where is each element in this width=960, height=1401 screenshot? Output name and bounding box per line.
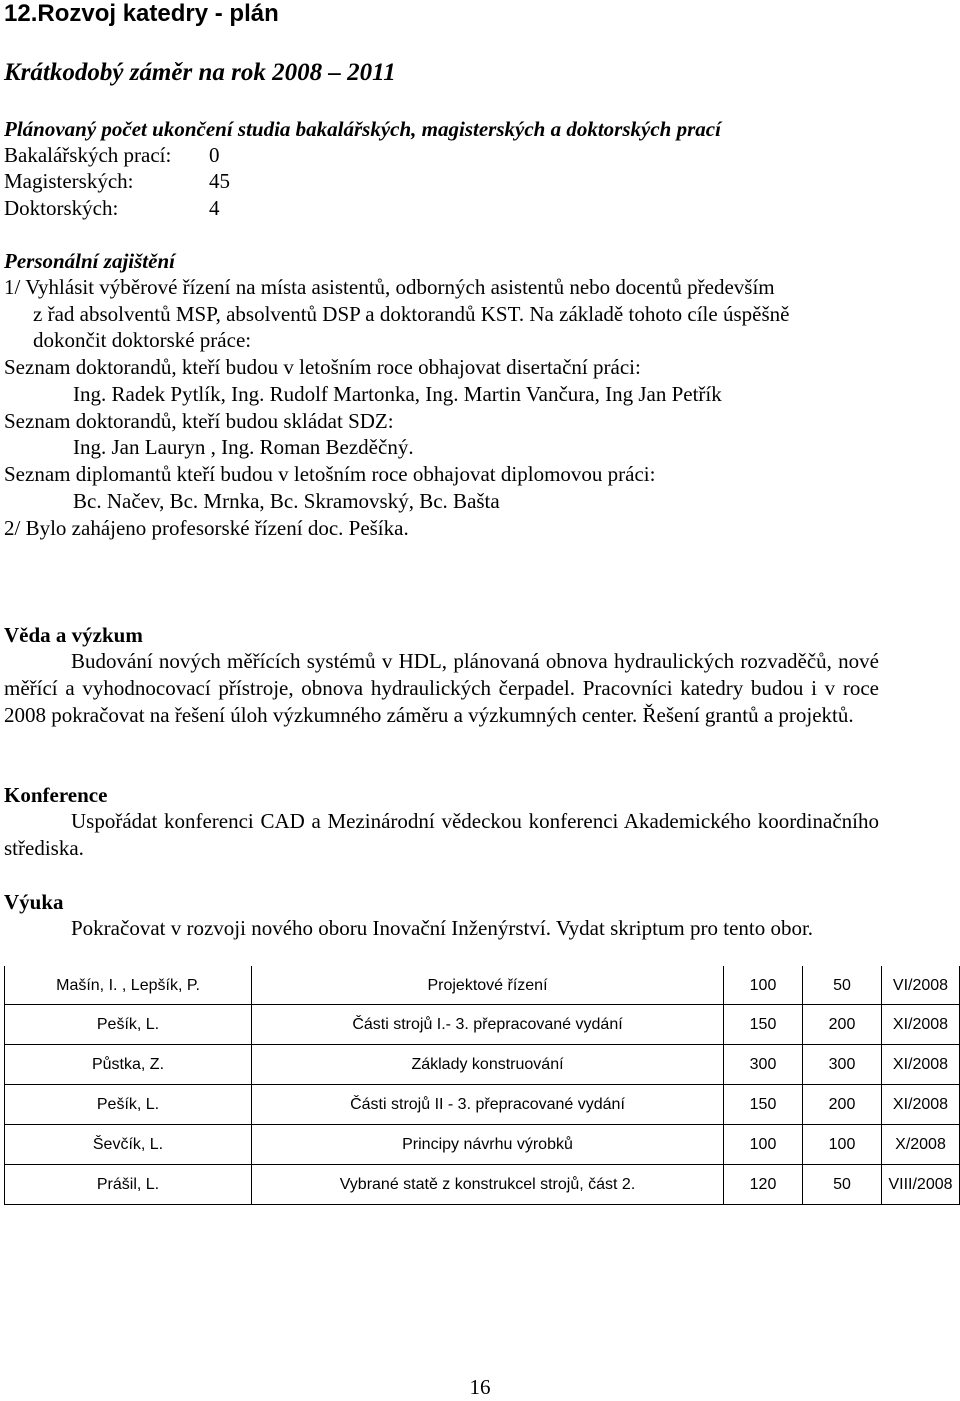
- planned-label-bachelor: Bakalářských prací:: [4, 143, 172, 167]
- title-cell: Projektové řízení: [252, 966, 724, 1005]
- author-cell: Ševčík, L.: [5, 1125, 252, 1165]
- author-cell: Mašín, I. , Lepšík, P.: [5, 966, 252, 1005]
- date-cell: XI/2008: [882, 1085, 960, 1125]
- author-cell: Půstka, Z.: [5, 1045, 252, 1085]
- title-cell: Části strojů II - 3. přepracované vydání: [252, 1085, 724, 1125]
- diploma-names: Bc. Načev, Bc. Mrnka, Bc. Skramovský, Bc. Bašta: [73, 489, 500, 513]
- table-row: [5, 966, 960, 1005]
- teaching-text: Pokračovat v rozvoji nového oboru Inovační Inženýrství. Vydat skriptum pro tento obor.: [71, 916, 814, 940]
- pages-cell: 300: [724, 1045, 803, 1085]
- copies-cell: 200: [803, 1085, 882, 1125]
- pages-cell: 150: [724, 1005, 803, 1045]
- personnel-item1-line1: 1/ Vyhlásit výběrové řízení na místa asistentů, odborných asistentů nebo docentů především: [4, 275, 775, 299]
- personnel-item1-line2: z řad absolventů MSP, absolventů DSP a doktorandů KST. Na základě tohoto cíle úspěšně: [33, 302, 790, 326]
- diploma-list-title: Seznam diplomantů kteří budou v letošním roce obhajovat diplomovou práci:: [4, 462, 656, 486]
- copies-cell: 100: [803, 1125, 882, 1165]
- textbooks-table: [4, 966, 960, 1205]
- doctoral-sdz-list-title: Seznam doktorandů, kteří budou skládat SDZ:: [4, 409, 394, 433]
- table-row: [5, 1045, 960, 1085]
- title-cell: Základy konstruování: [252, 1045, 724, 1085]
- author-cell: Pešík, L.: [5, 1085, 252, 1125]
- table-row: [5, 1005, 960, 1045]
- teaching-title: Výuka: [4, 890, 64, 914]
- research-paragraph: [4, 648, 879, 729]
- title-cell: Části strojů I.- 3. přepracované vydání: [252, 1005, 724, 1045]
- teaching-paragraph: [4, 915, 879, 942]
- planned-title: Plánovaný počet ukončení studia bakalářských, magisterských a doktorských prací: [4, 117, 721, 141]
- date-cell: VI/2008: [882, 966, 960, 1005]
- pages-cell: 100: [724, 966, 803, 1005]
- title-cell: Vybrané statě z konstrukcel strojů, část 2.: [252, 1165, 724, 1205]
- planned-value-bachelor: 0: [209, 143, 220, 167]
- table-row: [5, 1085, 960, 1125]
- conference-text: Uspořádat konferenci CAD a Mezinárodní vědeckou konferenci Akademického koordinačního střediska.: [4, 809, 879, 860]
- date-cell: XI/2008: [882, 1005, 960, 1045]
- copies-cell: 50: [803, 1165, 882, 1205]
- research-title: Věda a výzkum: [4, 623, 143, 647]
- date-cell: X/2008: [882, 1125, 960, 1165]
- author-cell: Prášil, L.: [5, 1165, 252, 1205]
- doctoral-sdz-names: Ing. Jan Lauryn , Ing. Roman Bezděčný.: [73, 435, 414, 459]
- pages-cell: 100: [724, 1125, 803, 1165]
- planned-value-master: 45: [209, 169, 230, 193]
- date-cell: VIII/2008: [882, 1165, 960, 1205]
- planned-label-doctoral: Doktorských:: [4, 196, 119, 220]
- personnel-title: Personální zajištění: [4, 249, 175, 273]
- copies-cell: 300: [803, 1045, 882, 1085]
- personnel-item1-line3: dokončit doktorské práce:: [33, 328, 252, 352]
- page-number: 16: [469, 1375, 491, 1399]
- author-cell: Pešík, L.: [5, 1005, 252, 1045]
- doctoral-defense-names: Ing. Radek Pytlík, Ing. Rudolf Martonka, Ing. Martin Vančura, Ing Jan Petřík: [73, 382, 722, 406]
- research-text: Budování nových měřících systémů v HDL, plánovaná obnova hydraulických rozvaděčů, nové měřící a vyhodnocovací přístroje, obnova hydraulických čerpadel. Pracovníci katedry budou i v roce 2008 pokračovat na řešení úloh výzkumného záměru a výzkumných center. Řešení grantů a projektů.: [4, 649, 879, 727]
- plan-subtitle: Krátkodobý záměr na rok 2008 – 2011: [4, 59, 396, 86]
- pages-cell: 120: [724, 1165, 803, 1205]
- pages-cell: 150: [724, 1085, 803, 1125]
- conference-paragraph: [4, 808, 879, 862]
- table-row: [5, 1165, 960, 1205]
- date-cell: XI/2008: [882, 1045, 960, 1085]
- section-heading: 12.Rozvoj katedry - plán: [4, 0, 279, 27]
- copies-cell: 50: [803, 966, 882, 1005]
- planned-value-doctoral: 4: [209, 196, 220, 220]
- table-row: [5, 1125, 960, 1165]
- planned-label-master: Magisterských:: [4, 169, 134, 193]
- title-cell: Principy návrhu výrobků: [252, 1125, 724, 1165]
- personnel-item2: 2/ Bylo zahájeno profesorské řízení doc. Pešíka.: [4, 516, 409, 540]
- conference-title: Konference: [4, 783, 108, 807]
- copies-cell: 200: [803, 1005, 882, 1045]
- doctoral-defense-list-title: Seznam doktorandů, kteří budou v letošním roce obhajovat disertační práci:: [4, 355, 641, 379]
